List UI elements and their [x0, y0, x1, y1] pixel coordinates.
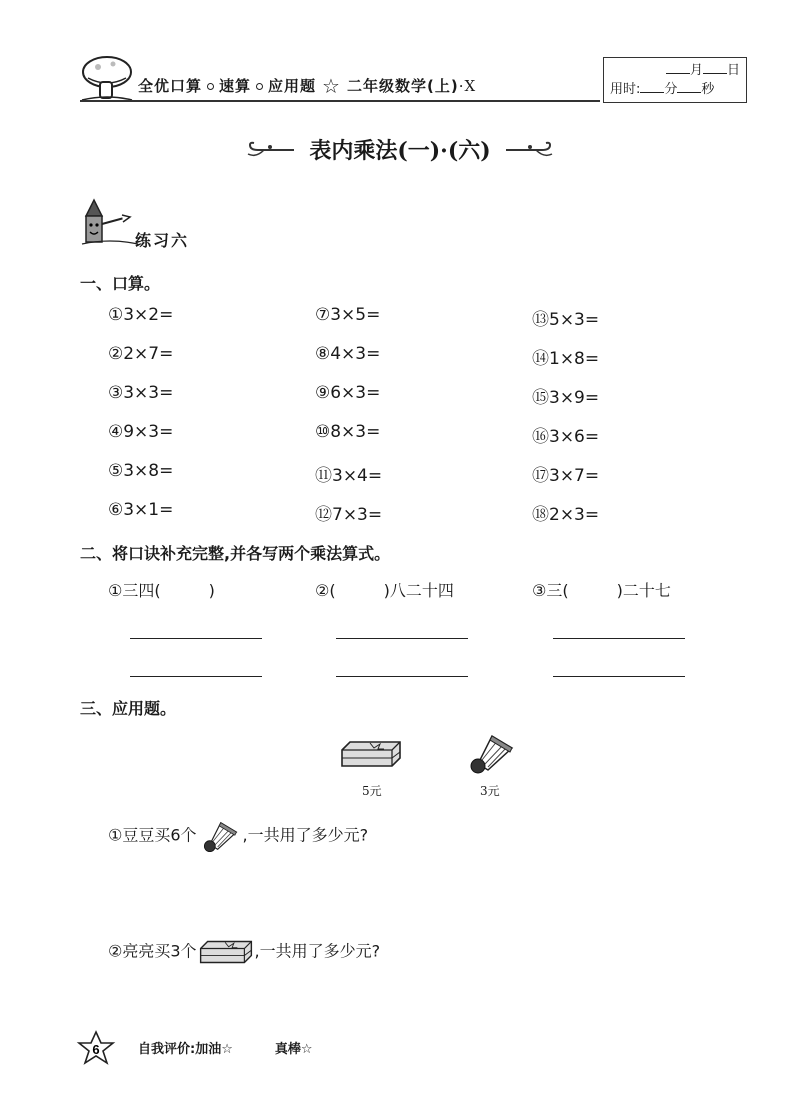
- answer-line[interactable]: [336, 638, 468, 639]
- calc-item: ⑬5×3=: [532, 310, 600, 330]
- rhyme-item: ③三( )二十七: [532, 581, 671, 600]
- pencil-mascot-icon: [80, 198, 142, 248]
- calc-item: ⑯3×6=: [532, 427, 600, 447]
- question-1: ①豆豆买6个 ,一共用了多少元?: [108, 818, 368, 854]
- page-title-row: [0, 134, 800, 165]
- left-flourish-icon: [244, 140, 296, 160]
- right-flourish-icon: [504, 140, 556, 160]
- pencil-box-icon: [197, 938, 255, 966]
- price-items: [338, 730, 528, 798]
- question-2: ②亮亮买3个 ,一共用了多少元?: [108, 938, 380, 966]
- calc-item: ⑰3×7=: [532, 466, 600, 486]
- answer-line[interactable]: [553, 676, 685, 677]
- section-3-heading: 三、应用题。: [80, 699, 177, 718]
- calc-item: ⑧4×3=: [315, 344, 381, 364]
- dot-separator-icon: [207, 83, 214, 90]
- date-time-box: 月 日 用时: 分 秒: [603, 57, 747, 103]
- dot-separator-icon: [256, 83, 263, 90]
- calc-item: ③3×3=: [108, 383, 174, 403]
- calc-item: ⑱2×3=: [532, 505, 600, 525]
- calc-item: ⑥3×1=: [108, 500, 174, 520]
- grade-label: 二年级数学(上): [346, 77, 459, 95]
- calc-item: ⑭1×8=: [532, 349, 600, 369]
- star-icon: ☆: [322, 74, 341, 98]
- page-title: 表内乘法(一)·(六): [309, 138, 491, 164]
- calc-item: ⑮3×9=: [532, 388, 600, 408]
- rhyme-item: ②( )八二十四: [315, 581, 454, 600]
- shuttlecock-icon: [197, 818, 243, 854]
- calc-item: ⑩8×3=: [315, 422, 381, 442]
- header-rule: [80, 100, 600, 102]
- calc-item: ④9×3=: [108, 422, 174, 442]
- page-number-star-icon: [76, 1030, 116, 1066]
- calc-item: ⑦3×5=: [315, 305, 381, 325]
- calc-item: ⑤3×8=: [108, 461, 174, 481]
- rhyme-item: ①三四( ): [108, 581, 215, 600]
- edition-label: X: [464, 77, 477, 95]
- mushroom-logo-icon: [80, 54, 134, 104]
- calc-item: ⑪3×4=: [315, 466, 383, 486]
- pencil-box-icon: [338, 738, 404, 770]
- answer-line[interactable]: [336, 676, 468, 677]
- section-1-heading: 一、口算。: [80, 274, 161, 293]
- answer-line[interactable]: [553, 638, 685, 639]
- shuttlecock-icon: [466, 730, 516, 776]
- calc-item: ⑫7×3=: [315, 505, 383, 525]
- calc-item: ②2×7=: [108, 344, 174, 364]
- answer-line[interactable]: [130, 676, 262, 677]
- practice-label: 练习六: [135, 231, 190, 250]
- series-brand: 全优口算 速算 应用题 ☆ 二年级数学(上)·X: [138, 74, 477, 98]
- answer-line[interactable]: [130, 638, 262, 639]
- section-2-heading: 二、将口诀补充完整,并各写两个乘法算式。: [80, 544, 391, 563]
- self-evaluation: 自我评价:加油☆ 真棒☆: [138, 1042, 313, 1057]
- calc-item: ①3×2=: [108, 305, 174, 325]
- calc-item: ⑨6×3=: [315, 383, 381, 403]
- page-number: 6: [92, 1042, 100, 1057]
- pencil-box-price: 5元: [362, 784, 382, 798]
- shuttlecock-price: 3元: [480, 784, 500, 798]
